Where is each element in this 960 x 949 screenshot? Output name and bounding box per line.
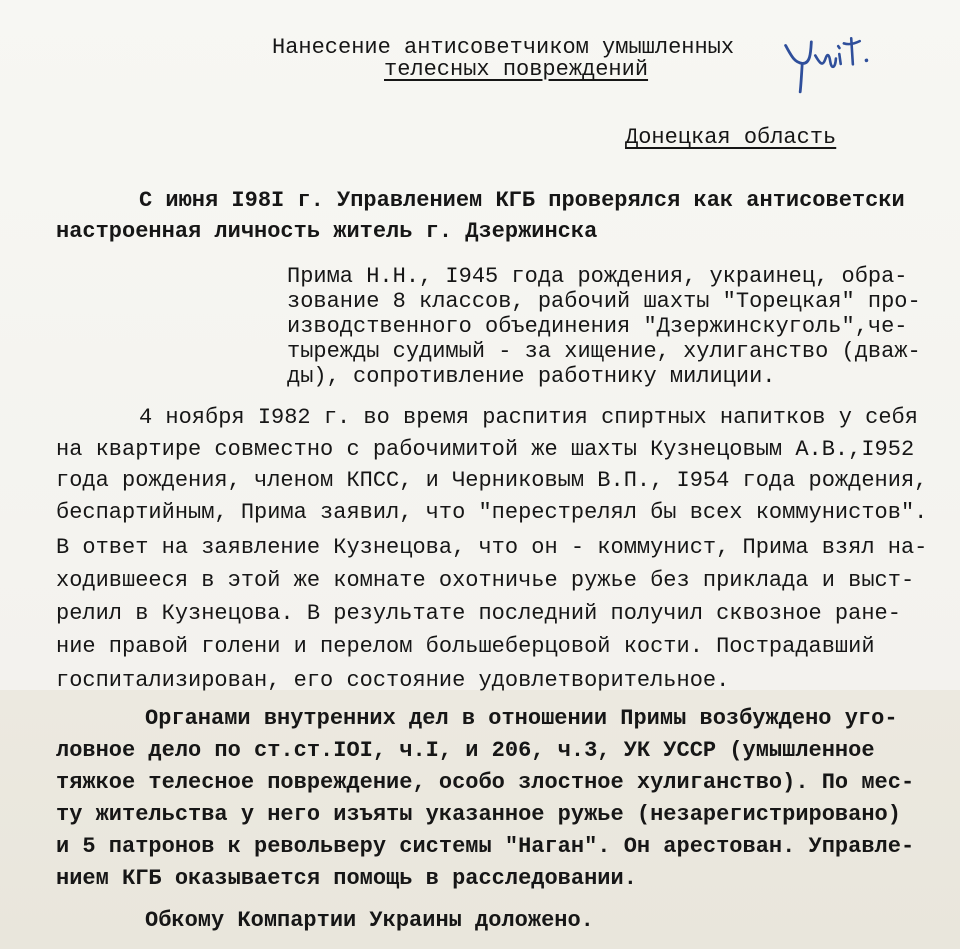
paragraph3-line-5: и 5 патронов к револьверу системы "Наган". Он арестован. Управле- [56,834,915,859]
paragraph1-line-2: настроенная личность житель г. Дзержинска [56,219,598,244]
paragraph3-line-3: тяжкое телесное повреждение, особо злостное хулиганство). По мес- [56,770,915,795]
title-line-1: Нанесение антисоветчиком умышленных [272,35,735,60]
paragraph3-line-6: нием КГБ оказывается помощь в расследовании. [56,866,637,891]
person-line-3: изводственного объединения "Дзержинскуголь",че- [287,314,908,339]
person-line-2: зование 8 классов, рабочий шахты "Торецкая" про- [287,289,921,314]
title-line-2: телесных повреждений [384,57,649,82]
region-heading: Донецкая область [625,125,837,150]
paragraph2-line-7: релил в Кузнецова. В результате последний получил сквозное ране- [56,601,901,626]
paragraph2-line-8: ние правой голени и перелом большеберцовой кости. Пострадавший [56,634,875,659]
paragraph3-line-1: Органами внутренних дел в отношении Примы возбуждено уго- [145,706,898,731]
paragraph2-line-2: на квартире совместно с рабочимитой же шахты Кузнецовым А.В.,I952 [56,437,915,462]
paragraph2-line-4: беспартийным, Прима заявил, что "перестрелял бы всех коммунистов". [56,500,928,525]
paragraph3-line-2: ловное дело по ст.ст.IOI, ч.I, и 206, ч.3, УК УССР (умышленное [56,738,875,763]
closing-line: Обкому Компартии Украины доложено. [145,908,594,933]
paragraph2-line-3: года рождения, членом КПСС, и Черниковым В.П., I954 года рождения, [56,468,928,493]
person-line-4: тырежды судимый - за хищение, хулиганство (дваж- [287,339,921,364]
paragraph2-line-6: ходившееся в этой же комнате охотничье ружье без приклада и выст- [56,568,915,593]
paragraph2-line-5: В ответ на заявление Кузнецова, что он - коммунист, Прима взял на- [56,535,928,560]
paragraph2-line-1: 4 ноября I982 г. во время распития спиртных напитков у себя [139,405,918,430]
paragraph3-line-4: ту жительства у него изъяты указанное ружье (незарегистрировано) [56,802,901,827]
person-line-1: Прима Н.Н., I945 года рождения, украинец, обра- [287,264,908,289]
paragraph1-line-1: С июня I98I г. Управлением КГБ проверялся как антисоветски [139,188,905,213]
person-line-5: ды), сопротивление работнику милиции. [287,364,776,389]
paragraph2-line-9: госпитализирован, его состояние удовлетворительное. [56,668,730,693]
